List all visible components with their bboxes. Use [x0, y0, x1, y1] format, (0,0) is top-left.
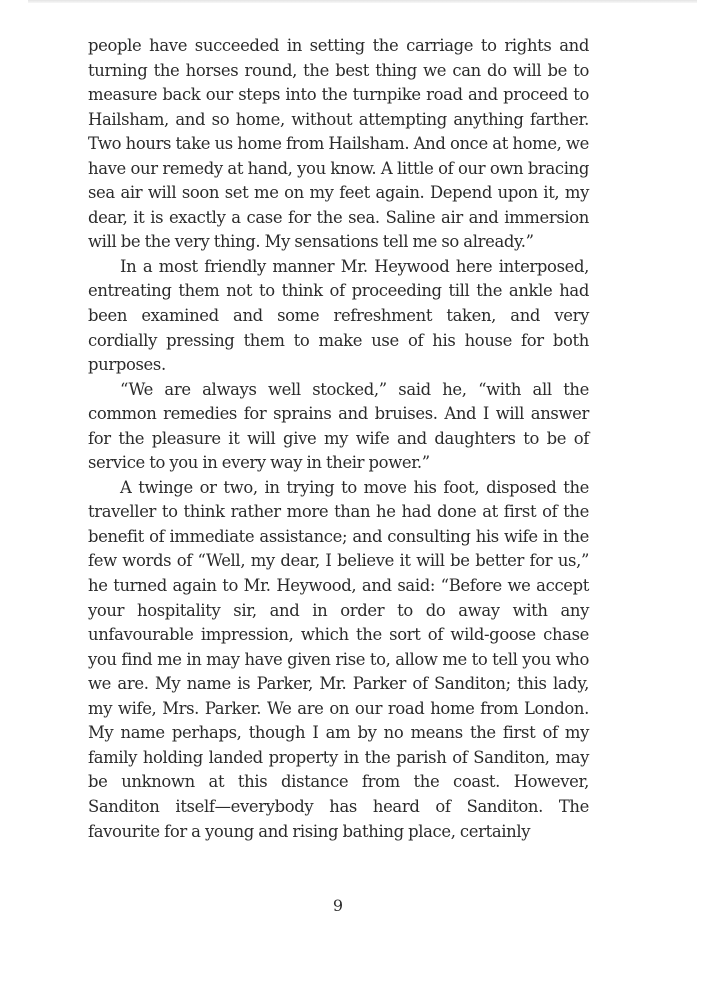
page-number: 9: [332, 896, 344, 915]
paragraph: “We are always well stocked,” said he, “with all the common remedies for sprains and bruises. And I will answer for the pleasure it will give my wife and daughters to be of service to you in every way in their power.”: [88, 379, 589, 473]
paragraph: people have succeeded in setting the carriage to rights and turning the horses round, the best thing we can do will be to measure back our steps into the turnpike road and proceed to Hailsham, and so home, without attempting anything farther. Two hours take us home from Hailsham. And once at home, we have our remedy at hand, you know. A little of our own bracing sea air will soon set me on my feet again. Depend upon it, my dear, it is exactly a case for the sea. Saline air and immersion will be the very thing. My sensations tell me so already.”: [88, 36, 589, 252]
book-page: [88, 34, 589, 844]
page-text-body: [88, 34, 589, 844]
page-top-edge: [28, 0, 697, 3]
paragraph: In a most friendly manner Mr. Heywood here interposed, entreating them not to think of proceeding till the ankle had been examined and some refreshment taken, and very cordially pressing them to make use of his house for both purposes.: [88, 256, 589, 375]
paragraph: A twinge or two, in trying to move his foot, disposed the traveller to think rather more than he had done at first of the benefit of immediate assistance; and consulting his wife in the few words of “Well, my dear, I believe it will be better for us,” he turned again to Mr. Heywood, and said: “Before we accept your hospitality sir, and in order to do away with any unfavourable impression, which the sort of wild-goose chase you find me in may have given rise to, allow me to tell you who we are. My name is Parker, Mr. Parker of Sanditon; this lady, my wife, Mrs. Parker. We are on our road home from London. My name perhaps, though I am by no means the first of my family holding landed property in the parish of Sanditon, may be unknown at this distance from the coast. However, Sanditon itself—everybody has heard of Sanditon. The favourite for a young and rising bathing place, certainly: [88, 477, 589, 841]
